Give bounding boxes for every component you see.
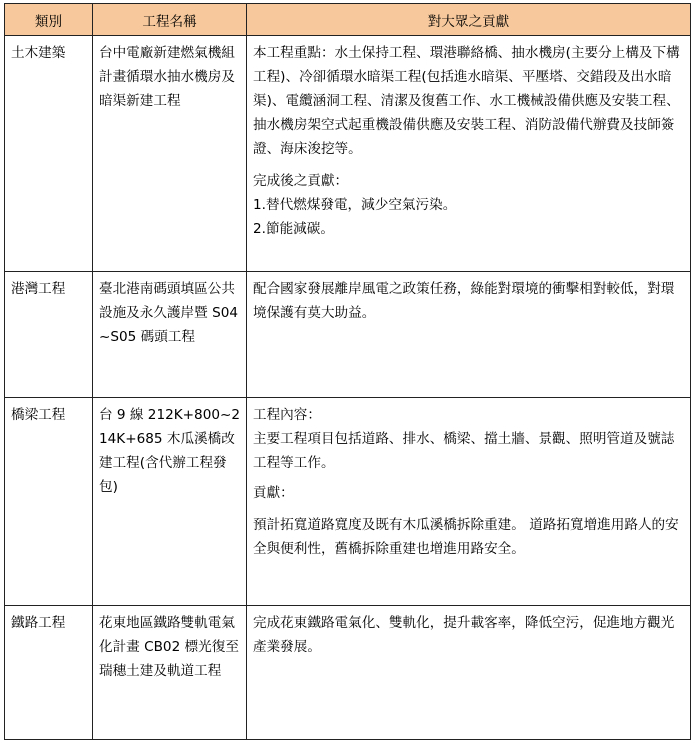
contribution-cell [247, 398, 691, 606]
contribution-text: 完成後之貢獻： [253, 173, 349, 189]
contribution-text: 貢獻： [253, 485, 294, 501]
project-name-cell: 台 9 線 212K+800~214K+685 木瓜溪橋改建工程(含代辦工程發包) [93, 398, 247, 606]
contribution-text: 配合國家發展離岸風電之政策任務，綠能對環境的衝擊相對較低，對環境保護有莫大助益。 [253, 281, 675, 321]
header-row [5, 4, 691, 36]
header-category: 類別 [5, 4, 93, 36]
table-row [5, 606, 691, 740]
table-row [5, 398, 691, 606]
project-name-cell: 臺北港南碼頭填區公共設施及永久護岸暨 S04~S05 碼頭工程 [93, 272, 247, 398]
contribution-text: 1.替代燃煤發電，減少空氣污染。 [253, 197, 457, 213]
category-cell: 港灣工程 [5, 272, 93, 398]
contribution-table [4, 3, 691, 740]
contribution-text: 主要工程項目包括道路、排水、橋梁、擋土牆、景觀、照明管道及號誌工程等工作。 [253, 431, 675, 471]
header-contribution: 對大眾之貢獻 [247, 4, 691, 36]
category-cell: 土木建築 [5, 36, 93, 272]
category-cell: 橋梁工程 [5, 398, 93, 606]
contribution-text: 工程內容： [253, 407, 321, 423]
project-name-cell: 花東地區鐵路雙軌電氣化計畫 CB02 標光復至瑞穗土建及軌道工程 [93, 606, 247, 740]
contribution-cell [247, 272, 691, 398]
header-project-name: 工程名稱 [93, 4, 247, 36]
contribution-text: 本工程重點：水土保持工程、環港聯絡橋、抽水機房(主要分上構及下構工程)、冷卻循環水暗渠工程(包括進水暗渠、平壓塔、交錯段及出水暗渠)、電纜涵洞工程、清潔及復舊工作、水工機械設備供應及安裝工程、抽水機房架空式起重機設備供應及安裝工程、消防設備代辦費及技師簽證、海床浚挖等。 [253, 45, 680, 157]
category-cell: 鐵路工程 [5, 606, 93, 740]
contribution-text: 完成花東鐵路電氣化、雙軌化，提升載客率，降低空污，促進地方觀光產業發展。 [253, 615, 675, 655]
contribution-cell [247, 606, 691, 740]
table-row [5, 36, 691, 272]
project-name-cell: 台中電廠新建燃氣機組計畫循環水抽水機房及暗渠新建工程 [93, 36, 247, 272]
contribution-text: 預計拓寬道路寬度及既有木瓜溪橋拆除重建。 道路拓寬增進用路人的安全與便利性，舊橋拆除重建也增進用路安全。 [253, 517, 679, 557]
table-row [5, 272, 691, 398]
contribution-text: 2.節能減碳。 [253, 221, 334, 237]
contribution-cell [247, 36, 691, 272]
